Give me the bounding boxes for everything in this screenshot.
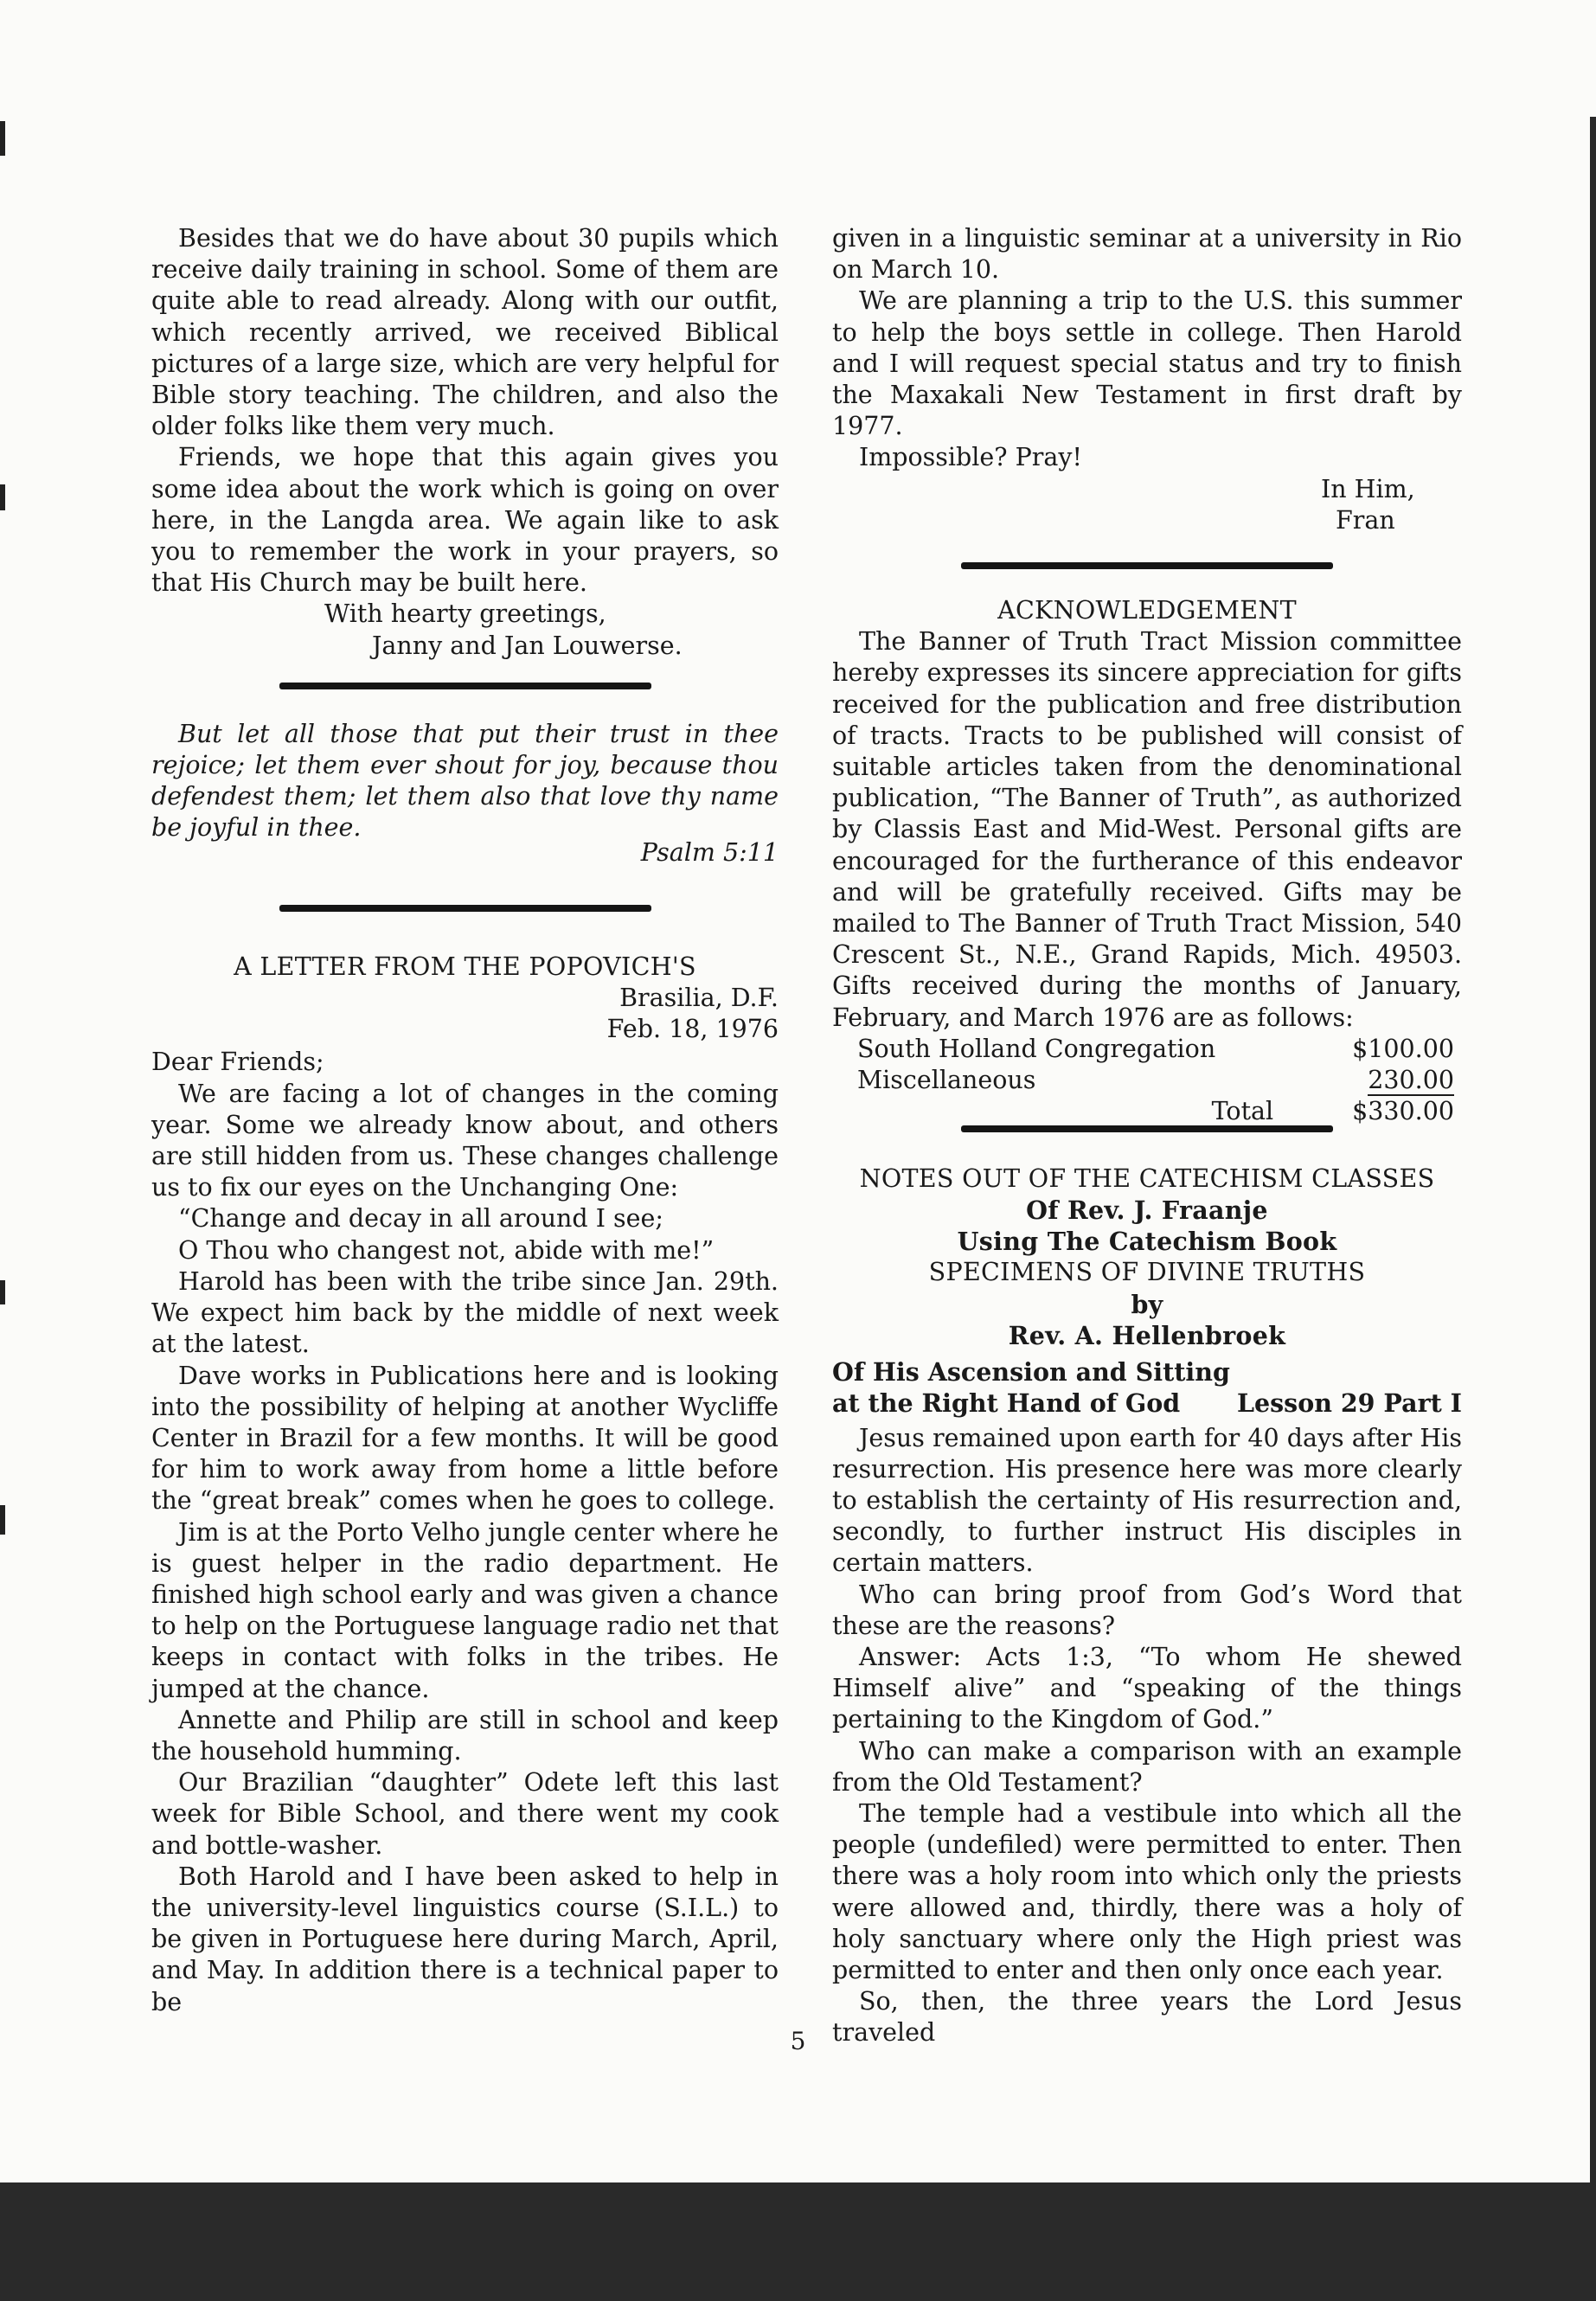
paragraph: given in a linguistic seminar at a university in Rio on March 10. — [832, 224, 1462, 285]
letter-place: Brasilia, D.F. — [619, 984, 779, 1013]
paragraph: The Banner of Truth Tract Mission committee hereby expresses its sincere appreciation for gifts received for the publication and free distribution of tracts. Tracts to be published will consist of suitable articles taken from the denominational publication, “The Banner of Truth”, as authorized by Classis East and Mid-West. Personal gifts are encouraged for the furtherance of this endeavor and will be gratefully received. Gifts may be mailed to The Banner of Truth Tract Mission, 540 Crescent St., N.E., Grand Rapids, Mich. 49503. Gifts received during the months of January, February, and March 1976 are as follows: — [832, 627, 1462, 1032]
total-label: Total — [1211, 1096, 1274, 1125]
section-divider — [961, 1125, 1333, 1132]
notes-subtitle: Of Rev. J. Fraanje — [1026, 1195, 1268, 1226]
salutation: Dear Friends; — [151, 1048, 324, 1077]
gifts-table — [857, 1034, 1454, 1127]
signature: Janny and Jan Louwerse. — [372, 631, 683, 660]
paragraph: Who can bring proof from God’s Word that these are the reasons? — [832, 1580, 1462, 1640]
paragraph: Besides that we do have about 30 pupils which receive daily training in school. Some of them are quite able to read already. Along with our outfit, which recently arrived, we received Biblical pictures of a large size, which are very helpful for Bible story teaching. The children, and also the older folks like them very much. — [151, 224, 779, 441]
greeting-line: With hearty greetings, — [324, 599, 606, 629]
closing-line: In Him, — [1321, 474, 1415, 503]
notes-subtitle: SPECIMENS OF DIVINE TRUTHS — [928, 1258, 1366, 1287]
paragraph: The temple had a vestibule into which all the people (undefiled) were permitted to enter. Then there was a holy room into which only the priests were allowed and, thirdly, there was a holy of holy sanctuary where only the High priest was permitted to enter and then only once each year. — [832, 1798, 1462, 1984]
table-row — [857, 1096, 1454, 1127]
letter-date: Feb. 18, 1976 — [606, 1015, 779, 1044]
lesson-number: Lesson 29 Part I — [1236, 1388, 1462, 1419]
notes-subtitle: Using The Catechism Book — [957, 1227, 1337, 1257]
paragraph: Who can make a comparison with an example from the Old Testament? — [832, 1736, 1462, 1797]
notes-title: NOTES OUT OF THE CATECHISM CLASSES — [859, 1163, 1435, 1193]
lesson-heading: Of His Ascension and Sitting — [832, 1357, 1230, 1388]
gift-amount: $100.00 — [1352, 1034, 1454, 1063]
lesson-heading-line — [832, 1388, 1462, 1419]
paragraph: Impossible? Pray! — [859, 443, 1082, 472]
section-divider — [961, 562, 1333, 569]
right-column — [832, 223, 1462, 2049]
gift-name: South Holland Congregation — [857, 1034, 1216, 1063]
paragraph: Dave works in Publications here and is looking into the possibility of helping at another Wycliffe Center in Brazil for a few months. It will be good for him to work away from home a little before the “great break” comes when he goes to college. — [151, 1361, 779, 1516]
binding-mark — [0, 484, 5, 510]
binding-mark — [0, 1505, 5, 1535]
lesson-heading: at the Right Hand of God — [832, 1388, 1181, 1419]
acknowledgement-title: ACKNOWLEDGEMENT — [997, 596, 1297, 625]
table-row — [857, 1065, 1454, 1096]
paragraph: Harold has been with the tribe since Jan. 29th. We expect him back by the middle of next week at the latest. — [151, 1266, 779, 1359]
gift-amount — [1322, 1065, 1454, 1096]
letter-title: A LETTER FROM THE POPOVICH'S — [234, 952, 696, 981]
gift-amount-value: 230.00 — [1368, 1065, 1454, 1094]
top-margin — [0, 0, 1596, 117]
binding-mark — [0, 1280, 5, 1304]
left-column — [151, 223, 779, 2018]
section-divider — [279, 905, 651, 912]
paragraph: So, then, the three years the Lord Jesus traveled — [832, 1987, 1462, 2048]
paragraph: Annette and Philip are still in school and keep the household humming. — [151, 1705, 779, 1766]
paragraph: Our Brazilian “daughter” Odete left this last week for Bible School, and there went my cook and bottle-washer. — [151, 1768, 779, 1860]
total-amount: $330.00 — [1352, 1096, 1454, 1125]
section-divider — [279, 683, 651, 689]
paragraph: Friends, we hope that this again gives you some idea about the work which is going on over here, in the Langda area. We again like to ask you to remember the work in your prayers, so that His Church may be built here. — [151, 443, 779, 598]
gift-name: Miscellaneous — [857, 1065, 1036, 1094]
paragraph: Both Harold and I have been asked to help in the university-level linguistics course (S.I.L.) to be given in Portuguese here during March, April, and May. In addition there is a technical paper to be — [151, 1862, 779, 2016]
paragraph: Jesus remained upon earth for 40 days after His resurrection. His presence here was more clearly to establish the certainty of His resurrection and, secondly, to further instruct His disciples in certain matters. — [832, 1423, 1462, 1578]
notes-author: Rev. A. Hellenbroek — [1008, 1320, 1286, 1350]
signature: Fran — [1336, 505, 1395, 535]
hymn-line: O Thou who changest not, abide with me!” — [178, 1235, 715, 1265]
paragraph: We are planning a trip to the U.S. this summer to help the boys settle in college. Then Harold and I will request special status and try to finish the Maxakali New Testament in first draft by 1977. — [832, 286, 1462, 441]
paragraph: Jim is at the Porto Velho jungle center where he is guest helper in the radio department. He finished high school early and was given a chance to help on the Portuguese language radio net that keeps in contact with folks in the tribes. He jumped at the chance. — [151, 1517, 779, 1703]
notes-subtitle: by — [1131, 1289, 1163, 1319]
page-number: 5 — [790, 2027, 806, 2055]
table-row — [857, 1034, 1454, 1065]
hymn-line: “Change and decay in all around I see; — [178, 1204, 663, 1234]
paragraph: Answer: Acts 1:3, “To whom He shewed Himself alive” and “speaking of the things pertaining to the Kingdom of God.” — [832, 1642, 1462, 1734]
scripture-verse: But let all those that put their trust in thee rejoice; let them ever shout for joy, because thou defendest them; let them also that love thy name be joyful in thee. — [151, 719, 779, 843]
paragraph: We are facing a lot of changes in the coming year. Some we already know about, and others are still hidden from us. These changes challenge us to fix our eyes on the Unchanging One: — [151, 1079, 779, 1202]
binding-mark — [0, 121, 5, 156]
scripture-reference: Psalm 5:11 — [640, 837, 779, 867]
